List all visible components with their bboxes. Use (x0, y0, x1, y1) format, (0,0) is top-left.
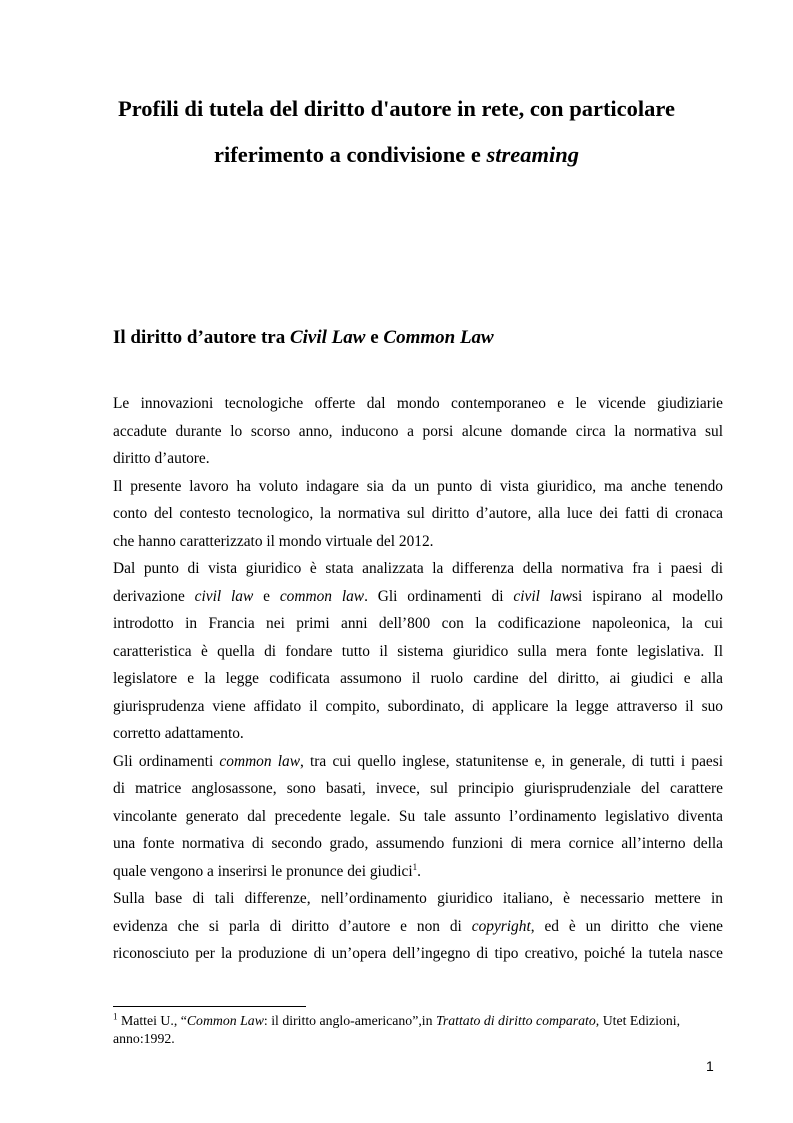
body-line-18-text: quale vengono a inserirsi le pronunce dei giudici (113, 862, 413, 880)
body-line-8 (113, 583, 723, 611)
body-line-8-civil-law-2: civil law (513, 587, 572, 605)
body-line-8-common-law: common law (279, 587, 365, 605)
body-line-8-c: e (253, 587, 280, 605)
body-line-14 (113, 748, 723, 776)
body-line-20 (113, 913, 723, 941)
title-line-1: Profili di tutela del diritto d'autore in rete, con particolare (117, 96, 675, 121)
body-line-15: di matrice anglosassone, sono basati, invece, sul principio giurisprudenziale del carattere (113, 780, 723, 797)
footnote-c: : il diritto anglo-americano”,in (263, 1013, 436, 1028)
body-line-6: che hanno caratterizzato il mondo virtuale del 2012. (113, 532, 434, 550)
page-number: 1 (706, 1058, 714, 1074)
title-line-2 (60, 132, 733, 178)
footnote-line-1 (113, 1012, 721, 1030)
footnote-a: Mattei U., “ (117, 1013, 187, 1028)
section-heading (113, 327, 494, 349)
body-line-8-civil-law: civil law (194, 587, 254, 605)
heading-middle: e (365, 327, 384, 348)
body-line-8-e: . Gli ordinamenti di (364, 587, 514, 605)
footnote-mark: 1 (113, 1011, 118, 1022)
body-line-8-a: derivazione (113, 587, 195, 605)
heading-civil-law: Civil Law (289, 327, 366, 348)
footnote-reference[interactable]: 1 (412, 861, 418, 872)
body-line-13: corretto adattamento. (113, 725, 244, 742)
body-line-11: legislatore e la legge codificata assumono il ruolo cardine del diritto, ai giudici e alla (113, 670, 723, 687)
body-line-17: una fonte normativa di secondo grado, assumendo funzioni di mera cornice all’interno della (113, 835, 723, 852)
body-line-18 (113, 858, 723, 886)
footnote (113, 1012, 721, 1048)
body-line-14-c: , tra cui quello inglese, statunitense e, in generale, di tutti i paesi (300, 752, 723, 770)
body-line-18-end: . (417, 862, 421, 880)
body-line-16: vincolante generato dal precedente legale. Su tale assunto l’ordinamento legislativo diventa (113, 807, 723, 825)
body-line-14-a: Gli ordinamenti (113, 752, 220, 770)
body-line-8-g: si ispirano al modello (571, 587, 723, 605)
footnote-separator (113, 1006, 306, 1007)
body-line-20-c: , ed è un diritto che viene (530, 917, 723, 935)
footnote-common-law: Common Law (186, 1013, 264, 1028)
body-line-10: caratteristica è quella di fondare tutto il sistema giuridico sulla mera fonte legislativa. Il (113, 642, 723, 660)
heading-prefix: Il diritto d’autore tra (113, 327, 290, 348)
body-line-12: giurisprudenza viene affidato il compito, subordinato, di applicare la legge attraverso il suo (113, 697, 723, 715)
footnote-treatise-title: Trattato di diritto comparato (435, 1013, 596, 1028)
body-line-5: conto del contesto tecnologico, la normativa sul diritto d’autore, alla luce dei fatti di cronaca (113, 505, 723, 522)
body-line-1: Le innovazioni tecnologiche offerte dal mondo contemporaneo e le vicende giudiziarie (113, 395, 723, 412)
document-title (60, 86, 733, 178)
body-text (113, 390, 723, 968)
heading-common-law: Common Law (383, 327, 494, 348)
body-line-9: introdotto in Francia nei primi anni dell’800 con la codificazione napoleonica, la cui (113, 615, 723, 632)
body-line-19: Sulla base di tali differenze, nell’ordinamento giuridico italiano, è necessario mettere in (113, 890, 723, 907)
body-line-20-copyright: copyright (471, 917, 531, 935)
body-line-20-a: evidenza che si parla di diritto d’autore e non di (113, 917, 472, 935)
body-line-14-common-law: common law (219, 752, 300, 770)
body-line-3: diritto d’autore. (113, 450, 210, 467)
body-line-4: Il presente lavoro ha voluto indagare sia da un punto di vista giuridico, ma anche tenendo (113, 477, 723, 495)
body-line-7: Dal punto di vista giuridico è stata analizzata la differenza della normativa fra i paesi di (113, 560, 723, 577)
body-line-21: riconosciuto per la produzione di un’opera dell’ingegno di tipo creativo, poiché la tutela nasce (113, 945, 723, 962)
footnote-line-2: anno:1992. (113, 1031, 175, 1046)
body-line-2: accadute durante lo scorso anno, inducono a porsi alcune domande circa la normativa sul (113, 422, 723, 440)
title-line-2-prefix: riferimento a condivisione e (214, 142, 487, 167)
footnote-e: , Utet Edizioni, (595, 1013, 681, 1028)
title-line-2-italic: streaming (486, 142, 579, 167)
